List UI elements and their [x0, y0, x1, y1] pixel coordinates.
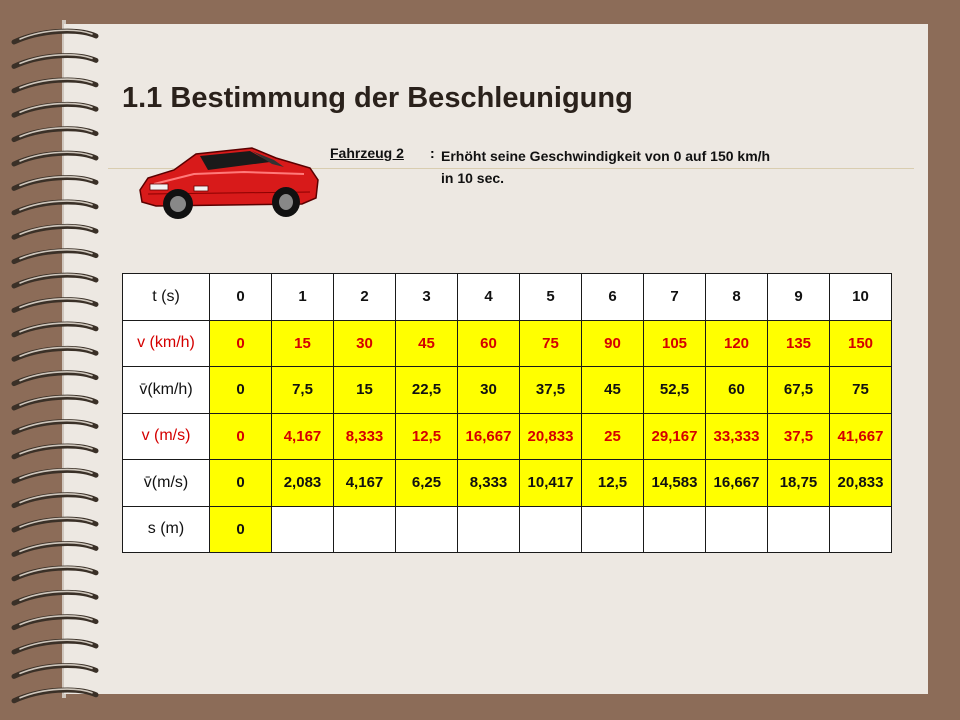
table-row [123, 460, 892, 507]
table-cell: 10 [830, 274, 892, 321]
table-cell: 45 [396, 320, 458, 367]
row-label: v̄(m/s) [123, 460, 210, 507]
table-cell: 2 [334, 274, 396, 321]
table-row [123, 274, 892, 321]
vehicle-description-line2: in 10 sec. [441, 170, 505, 186]
table-cell: 30 [334, 320, 396, 367]
table-cell: 60 [706, 367, 768, 414]
table-row [123, 506, 892, 553]
table-cell [768, 506, 830, 553]
acceleration-table [122, 273, 892, 553]
table-cell: 12,5 [396, 413, 458, 460]
table-cell: 15 [334, 367, 396, 414]
table-cell: 9 [768, 274, 830, 321]
table-cell: 4 [458, 274, 520, 321]
table-cell: 4,167 [334, 460, 396, 507]
table-row [123, 413, 892, 460]
table-cell: 0 [210, 413, 272, 460]
table-cell: 6,25 [396, 460, 458, 507]
table-cell: 29,167 [644, 413, 706, 460]
table-cell [334, 506, 396, 553]
table-row [123, 320, 892, 367]
table-cell: 8,333 [334, 413, 396, 460]
table-cell [644, 506, 706, 553]
table-cell: 8,333 [458, 460, 520, 507]
table-cell: 37,5 [520, 367, 582, 414]
table-cell: 16,667 [458, 413, 520, 460]
table-cell: 0 [210, 320, 272, 367]
table-cell: 14,583 [644, 460, 706, 507]
table-cell [830, 506, 892, 553]
spiral-binding [0, 0, 110, 720]
table-cell: 22,5 [396, 367, 458, 414]
table-cell [272, 506, 334, 553]
table-cell: 52,5 [644, 367, 706, 414]
row-label: t (s) [123, 274, 210, 321]
page-title: 1.1 Bestimmung der Beschleunigung [122, 82, 633, 114]
vehicle-colon: : [430, 145, 435, 161]
table-cell: 2,083 [272, 460, 334, 507]
table-cell: 20,833 [830, 460, 892, 507]
table-cell: 75 [830, 367, 892, 414]
table-cell: 18,75 [768, 460, 830, 507]
row-label: v̄(km/h) [123, 367, 210, 414]
row-label: v (m/s) [123, 413, 210, 460]
table-cell: 8 [706, 274, 768, 321]
red-sports-car-image [134, 140, 322, 222]
row-label: s (m) [123, 506, 210, 553]
table-cell: 4,167 [272, 413, 334, 460]
table-cell: 120 [706, 320, 768, 367]
table-cell: 3 [396, 274, 458, 321]
table-cell [706, 506, 768, 553]
table-cell: 20,833 [520, 413, 582, 460]
table-cell: 5 [520, 274, 582, 321]
vehicle-description [441, 145, 881, 189]
table-cell [396, 506, 458, 553]
row-label: v (km/h) [123, 320, 210, 367]
table-cell: 75 [520, 320, 582, 367]
vehicle-label: Fahrzeug 2 [330, 145, 404, 161]
table-cell: 6 [582, 274, 644, 321]
table-cell [458, 506, 520, 553]
table-cell: 12,5 [582, 460, 644, 507]
table-cell: 0 [210, 274, 272, 321]
table-cell: 0 [210, 367, 272, 414]
table-cell: 135 [768, 320, 830, 367]
table-cell: 150 [830, 320, 892, 367]
table-cell: 15 [272, 320, 334, 367]
table-cell: 67,5 [768, 367, 830, 414]
table-row [123, 367, 892, 414]
table-cell [582, 506, 644, 553]
table-cell: 105 [644, 320, 706, 367]
table-cell: 7 [644, 274, 706, 321]
table-cell: 1 [272, 274, 334, 321]
table-cell: 45 [582, 367, 644, 414]
table-cell: 0 [210, 506, 272, 553]
table-cell: 16,667 [706, 460, 768, 507]
table-cell [520, 506, 582, 553]
table-cell: 33,333 [706, 413, 768, 460]
table-cell: 10,417 [520, 460, 582, 507]
table-cell: 25 [582, 413, 644, 460]
table-cell: 60 [458, 320, 520, 367]
table-cell: 37,5 [768, 413, 830, 460]
table-cell: 30 [458, 367, 520, 414]
table-cell: 0 [210, 460, 272, 507]
table-cell: 7,5 [272, 367, 334, 414]
table-cell: 41,667 [830, 413, 892, 460]
table-cell: 90 [582, 320, 644, 367]
vehicle-description-line1: Erhöht seine Geschwindigkeit von 0 auf 150 km/h [441, 148, 771, 164]
